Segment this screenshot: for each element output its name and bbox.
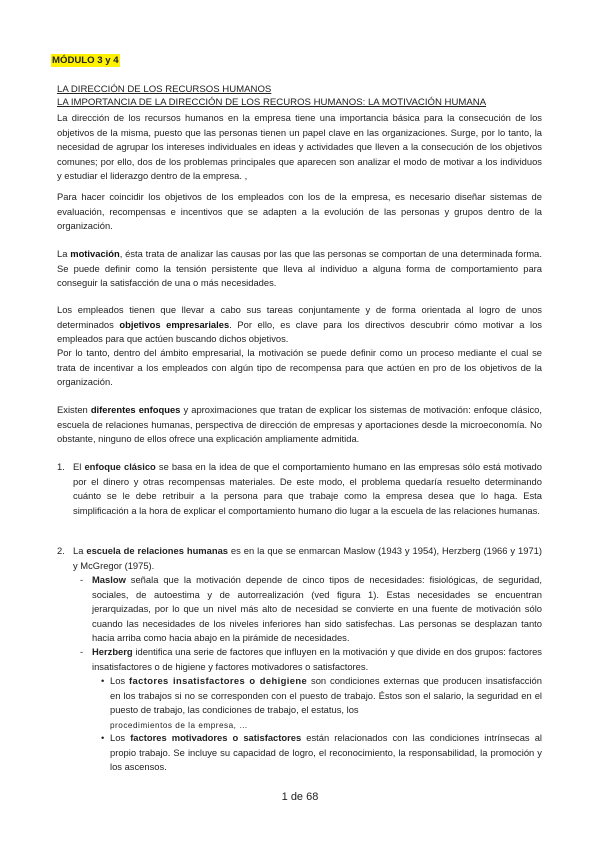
term-objetivos-empresariales: objetivos empresariales (119, 318, 230, 330)
term-factores-motivadores: factores motivadores o satisfactores (130, 732, 302, 743)
list-number: 2. (57, 545, 65, 556)
paragraph-definicion: Por lo tanto, dentro del ámbito empresarial, la motivación se puede definir como un proceso mediante el cual se trata de incentivar a los empleados con algún tipo de recompensa para que actúen en pro de los objetivos de la organización. (57, 347, 542, 387)
paragraph-objetivos: Para hacer coincidir los objetivos de los empleados con los de la empresa, es necesario diseñar sistemas de evaluación, recompensas e incentivos que se adapten a la evolución de las personas y grupos dentro de la organización. (57, 191, 542, 231)
heading-motivacion-humana: LA IMPORTANCIA DE LA DIRECCIÓN DE LOS RECUROS HUMANOS: LA MOTIVACIÓN HUMANA (57, 97, 487, 108)
bullet-marker: • (101, 732, 105, 743)
paragraph-motivacion: La motivación, ésta trata de analizar las causas por las que las personas se comportan de una determinada forma. Se puede definir como la tensión persistente que lleva al individuo a alguna forma de comportamiento para conseguir la satisfacción de una o más necesidades. (57, 248, 542, 288)
paragraph-empleados: Los empleados tienen que llevar a cabo sus tareas conjuntamente y de forma orientada al logro de unos determinados objetivos empresariales. Por ello, es clave para los directivos descubrir cómo motivar a los empleados para que actúen buscando dichos objetivos. (57, 304, 542, 344)
paragraph-enfoques: Existen diferentes enfoques y aproximaciones que tratan de explicar los sistemas de motivación: enfoque clásico, escuela de relaciones humanas, perspectiva de dirección de empresas y aportaciones desde la microeconomía. No obstante, ninguno de ellos ofrece una explicación ampliamente admitida. (57, 404, 542, 444)
term-diferentes-enfoques: diferentes enfoques (90, 404, 181, 415)
paragraph-intro: La dirección de los recursos humanos en la empresa tiene una importancia básica para la consecución de los objetivos de la misma, puesto que las personas tienen un papel clave en las organizaciones. Surge, por lo tanto, la necesidad de agrupar los intereses individuales en ideas y actividades que lleven a la consecución de los objetivos comunes; por ello, dos de los problemas principales que aparecen son analizar el modo de motivar a los individuos y estudiar el liderazgo dentro de la empresa. , (57, 112, 542, 181)
term-motivacion: motivación (70, 248, 120, 259)
term-enfoque-clasico: enfoque clásico (84, 461, 156, 472)
bullet-marker: • (101, 675, 105, 686)
dash-marker: - (80, 574, 84, 585)
page-number: 1 de 68 (281, 791, 319, 803)
dash-marker: - (80, 646, 84, 657)
term-herzberg: Herzberg (92, 646, 133, 657)
module-label: MÓDULO 3 y 4 (52, 55, 119, 66)
heading-recursos-humanos: LA DIRECCIÓN DE LOS RECURSOS HUMANOS (57, 84, 272, 95)
term-factores-insatisfactores: factores insatisfactores o dehigiene (129, 675, 308, 686)
section-headings (57, 83, 557, 109)
term-maslow: Maslow (92, 574, 126, 585)
list-number: 1. (57, 461, 65, 472)
term-escuela-relaciones-humanas: escuela de relaciones humanas (86, 545, 229, 556)
document-page: MÓDULO 3 y 4 LA DIRECCIÓN DE LOS RECURSOS HUMANOS LA IMPORTANCIA DE LA DIRECCIÓN DE LOS RECUROS HUMANOS: LA MOTIVACIÓN HUMANA La dirección de los recursos humanos en la empresa tiene una importancia básica para la consecución de los objetivos de la misma, puesto que las personas tienen un papel clave en las organizaciones. Surge, por lo tanto, la necesidad de agrupar los intereses individuales en ideas y actividades que lleven a la consecución de los objetivos comunes; por ello, dos de los problemas principales que aparecen son analizar el modo de motivar a los individuos y estudiar el liderazgo dentro de la empresa. , Para hacer coincidir los objetivos de los empleados con los de la empresa, es necesario diseñar sistemas de evaluación, recompensas e incentivos que se adapten a la evolución de las personas y grupos dentro de la organización. La motivación, ésta trata de analizar las causas por las que las personas se comportan de una determinada forma. Se puede definir como la tensión persistente que lleva al individuo a alguna forma de comportamiento para conseguir la satisfacción de una o más necesidades. Los empleados tienen que llevar a cabo sus tareas conjuntamente y de forma orientada al logro de unos determinados objetivos empresariales. Por ello, es clave para los directivos descubrir cómo motivar a los empleados para que actúen buscando dichos objetivos. Por lo tanto, dentro del ámbito empresarial, la motivación se puede definir como un proceso mediante el cual se trata de incentivar a los empleados con algún tipo de recompensa para que actúen en pro de los objetivos de la organización. Existen diferentes enfoques y aproximaciones que tratan de explicar los sistemas de motivación: enfoque clásico, escuela de relaciones humanas, perspectiva de dirección de empresas y aportaciones desde la microeconomía. No obstante, ninguno de ellos ofrece una explicación ampliamente admitida. 1. El enfoque clásico se basa en la idea de que el comportamiento humano en las empresas sólo está motivado por el dinero y otras recompensas materiales. De este modo, el problema quedaría resuelto determinando cuánto se le debe retribuir a la persona para que trabaje como la empresa desea que lo haga. Esta simplificación a la hora de explicar el comportamiento humano dio lugar a la escuela de las relaciones humanas. 2. La escuela de relaciones humanas es en la que se enmarcan Maslow (1943 y 1954), Herzberg (1966 y 1971) y McGregor (1975). - Maslow señala que la motivación depende de cinco tipos de necesidades: fisiológicas, de seguridad, sociales, de autoestima y de autorrealización (ved figura 1). Estas necesidades se encuentran jerarquizadas, por lo que un nivel más alto de necesidad se convierte en una fuente de motivación sólo cuando las necesidades de los niveles inferiores han sido satisfechas. Las personas se desplazan tanto hacia arriba como hacia abajo en la pirámide de necesidades. - Herzberg identifica una serie de factores que influyen en la motivación y que divide en dos grupos: factores insatisfactores o de higiene y factores motivadores o satisfactores. • Los factores insatisfactores o dehigiene son condiciones externas que producen insatisfacción en los trabajos si no se corresponden con el puesto de trabajo. Éstos son el salario, la seguridad en el puesto de trabajo, las condiciones de trabajo, el estatus, los procedimientos de la empresa, … • Los factores motivadores o satisfactores están relacionados con las condiciones intrínsecas al propio trabajo. Se incluye su capacidad de logro, el reconocimiento, la responsabilidad, la promoción y los ascensos. 1 de 68 (0, 0, 600, 848)
